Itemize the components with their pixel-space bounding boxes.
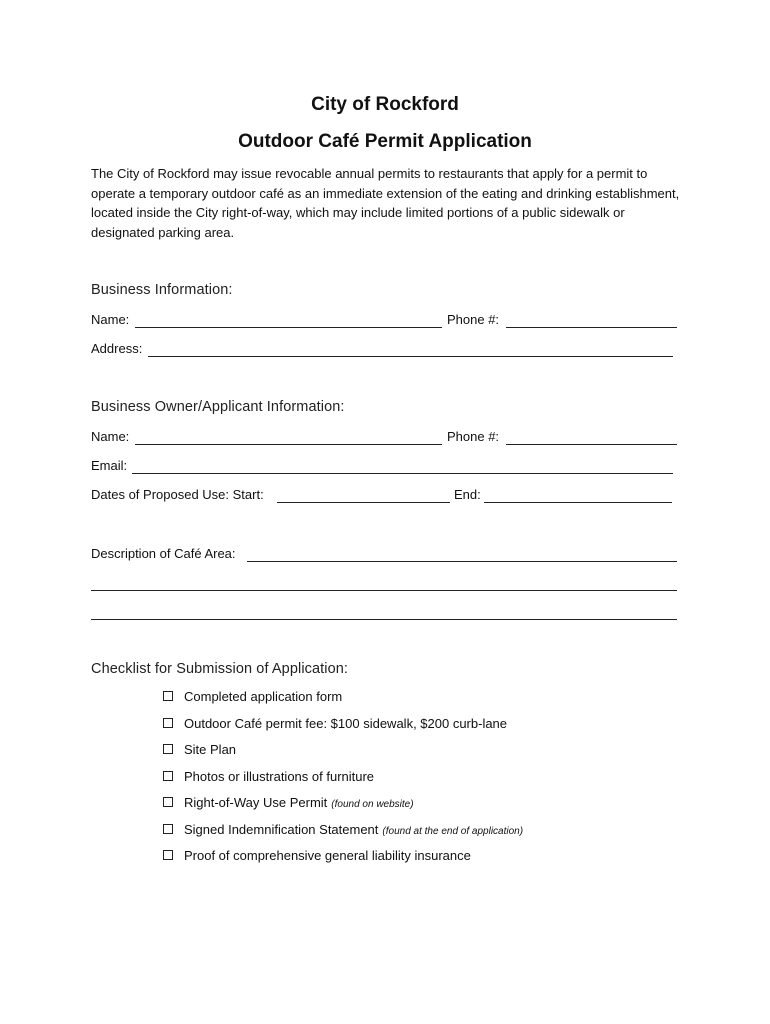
- description-label: Description of Café Area:: [91, 546, 236, 561]
- checklist-item-label: Site Plan: [184, 742, 237, 757]
- checkbox[interactable]: [163, 850, 173, 860]
- business-info-heading: Business Information:: [91, 282, 233, 298]
- owner-email-row: [91, 458, 677, 478]
- checkbox[interactable]: [163, 797, 173, 807]
- description-field-line-1[interactable]: [247, 561, 677, 562]
- checklist-heading: Checklist for Submission of Application:: [91, 661, 349, 677]
- dates-row: [91, 487, 677, 507]
- dates-start-label: Dates of Proposed Use: Start:: [91, 487, 264, 502]
- checklist-item-label: Outdoor Café permit fee: $100 sidewalk, $200 curb-lane: [184, 716, 508, 731]
- owner-email-field[interactable]: [132, 473, 673, 474]
- business-phone-label: Phone #:: [447, 312, 500, 327]
- checklist-item-label: Proof of comprehensive general liability insurance: [184, 848, 471, 863]
- business-address-label: Address:: [91, 341, 143, 356]
- business-address-field[interactable]: [148, 356, 673, 357]
- owner-name-row: [91, 429, 677, 449]
- checkbox[interactable]: [163, 824, 173, 834]
- owner-phone-field[interactable]: [506, 444, 677, 445]
- owner-email-label: Email:: [91, 458, 128, 473]
- page-title: City of Rockford: [311, 94, 459, 115]
- checklist-item-note: (found on website): [331, 799, 414, 810]
- intro-paragraph: The City of Rockford may issue revocable annual permits to restaurants that apply for a permit to operate a temporary outdoor café as an immediate extension of the eating and drinking establishment, located inside the City right-of-way, which may include limited portions of a public sidewalk or designated parking area.: [91, 166, 680, 240]
- description-field-line-3[interactable]: [91, 619, 677, 620]
- business-name-field[interactable]: [135, 327, 442, 328]
- owner-phone-label: Phone #:: [447, 429, 500, 444]
- owner-name-field[interactable]: [135, 444, 442, 445]
- checkbox[interactable]: [163, 771, 173, 781]
- business-phone-field[interactable]: [506, 327, 677, 328]
- end-date-field[interactable]: [484, 502, 672, 503]
- owner-info-heading: Business Owner/Applicant Information:: [91, 399, 345, 415]
- dates-end-label: End:: [454, 487, 481, 502]
- checklist-item-note: (found at the end of application): [382, 826, 524, 837]
- checkbox[interactable]: [163, 744, 173, 754]
- business-name-label: Name:: [91, 312, 130, 327]
- description-field-line-2[interactable]: [91, 590, 677, 591]
- checklist-item-label: Photos or illustrations of furniture: [184, 769, 375, 784]
- checkbox[interactable]: [163, 718, 173, 728]
- business-name-row: [91, 312, 677, 332]
- start-date-field[interactable]: [277, 502, 450, 503]
- checkbox[interactable]: [163, 691, 173, 701]
- description-row: [91, 546, 677, 566]
- business-address-row: [91, 341, 677, 361]
- checklist-item-label: Right-of-Way Use Permit: [184, 795, 328, 810]
- form-title: Outdoor Café Permit Application: [238, 131, 532, 152]
- owner-name-label: Name:: [91, 429, 130, 444]
- checklist-item-label: Completed application form: [184, 689, 343, 704]
- checklist-item-label: Signed Indemnification Statement: [184, 822, 379, 837]
